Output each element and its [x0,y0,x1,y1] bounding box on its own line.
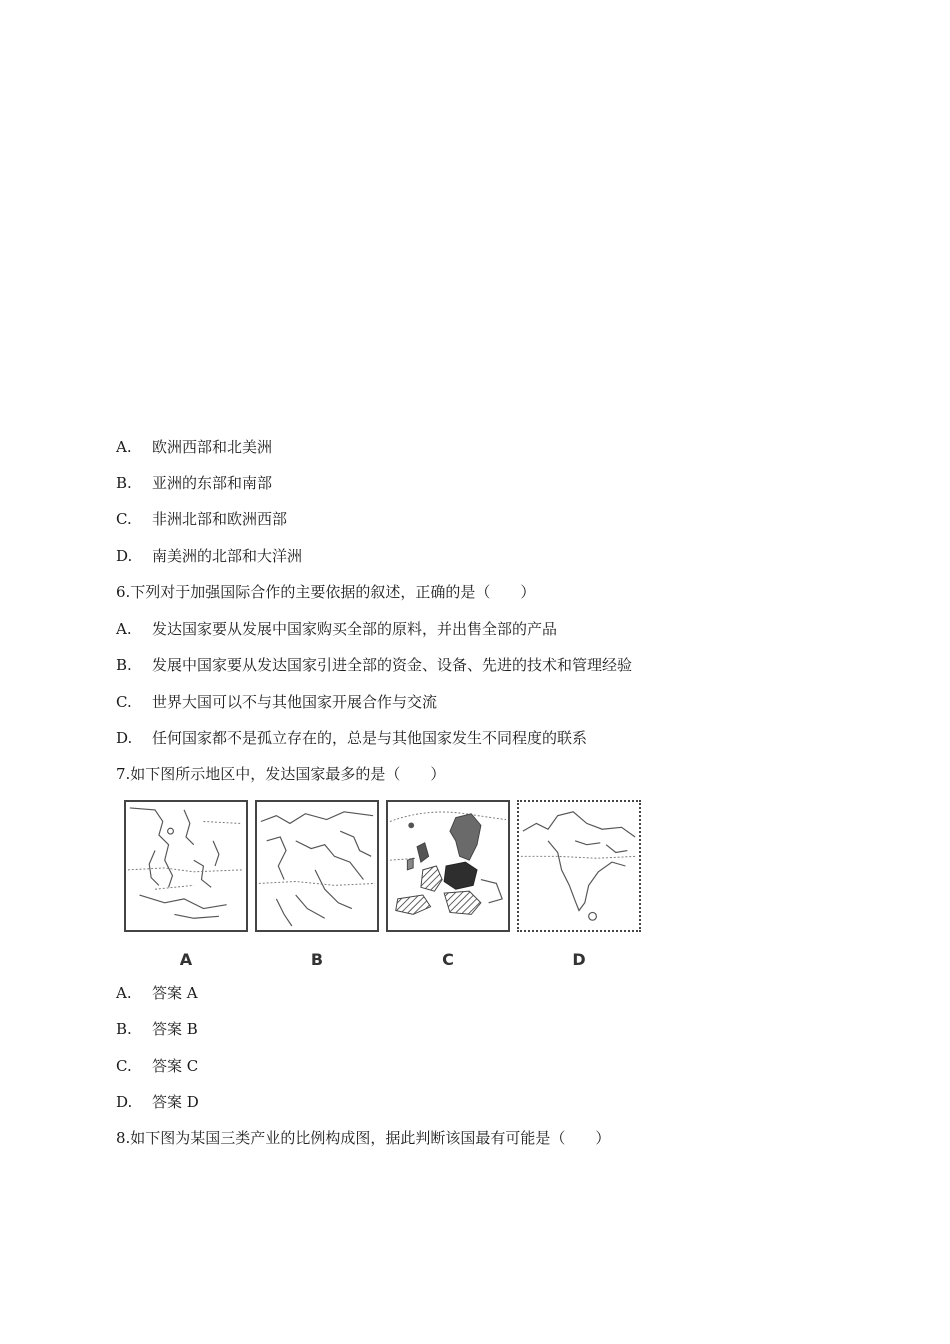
q8-stem: 8.如下图为某国三类产业的比例构成图，据此判断该国最有可能是（ ） [116,1129,611,1147]
q7-map-figure [122,800,652,975]
option-text: 世界大国可以不与其他国家开展合作与交流 [152,693,438,711]
option-text: 答案 D [152,1093,199,1111]
option-letter: A. [116,620,132,638]
option-text: 答案 B [152,1020,198,1038]
q7-option-c [116,1056,198,1076]
option-letter: D. [116,1093,133,1111]
q7-stem: 7.如下图所示地区中，发达国家最多的是（ ） [116,765,446,783]
option-text: 发展中国家要从发达国家引进全部的资金、设备、先进的技术和管理经验 [152,656,633,674]
option-text: 欧洲西部和北美洲 [152,438,273,456]
south-asia-map [517,800,641,932]
q5-option-a [116,437,272,457]
option-text: 非洲北部和欧洲西部 [152,510,288,528]
q5-option-c [116,509,287,529]
map-label-b: B [310,950,324,969]
option-letter: A. [116,984,132,1002]
q7-option-a [116,983,198,1003]
map-label-c: C [442,950,454,969]
q6-option-a [116,619,557,639]
option-letter: D. [116,729,133,747]
q6-option-c [116,692,437,712]
option-letter: C. [116,1057,132,1075]
option-letter: B. [116,656,132,674]
europe-map [386,800,510,932]
q6-stem: 6.下列对于加强国际合作的主要依据的叙述，正确的是（ ） [116,583,536,601]
q5-option-b [116,473,272,493]
option-text: 任何国家都不是孤立存在的，总是与其他国家发生不同程度的联系 [152,729,588,747]
q6-option-d [116,728,587,748]
q7-option-b [116,1019,198,1039]
option-letter: A. [116,438,132,456]
map-label-a: A [179,950,193,969]
q6-option-b [116,655,632,675]
option-text: 答案 C [152,1057,199,1075]
option-letter: C. [116,510,132,528]
option-text: 亚洲的东部和南部 [152,474,273,492]
middle-east-map [255,800,379,932]
option-letter: B. [116,474,132,492]
option-letter: B. [116,1020,132,1038]
option-letter: C. [116,693,132,711]
q7-option-d [116,1092,199,1112]
map-label-d: D [572,950,586,969]
option-letter: D. [116,547,133,565]
option-text: 南美洲的北部和大洋洲 [152,547,303,565]
q5-option-d [116,546,302,566]
southeast-asia-map [124,800,248,932]
option-text: 答案 A [152,984,198,1002]
option-text: 发达国家要从发展中国家购买全部的原料，并出售全部的产品 [152,620,558,638]
